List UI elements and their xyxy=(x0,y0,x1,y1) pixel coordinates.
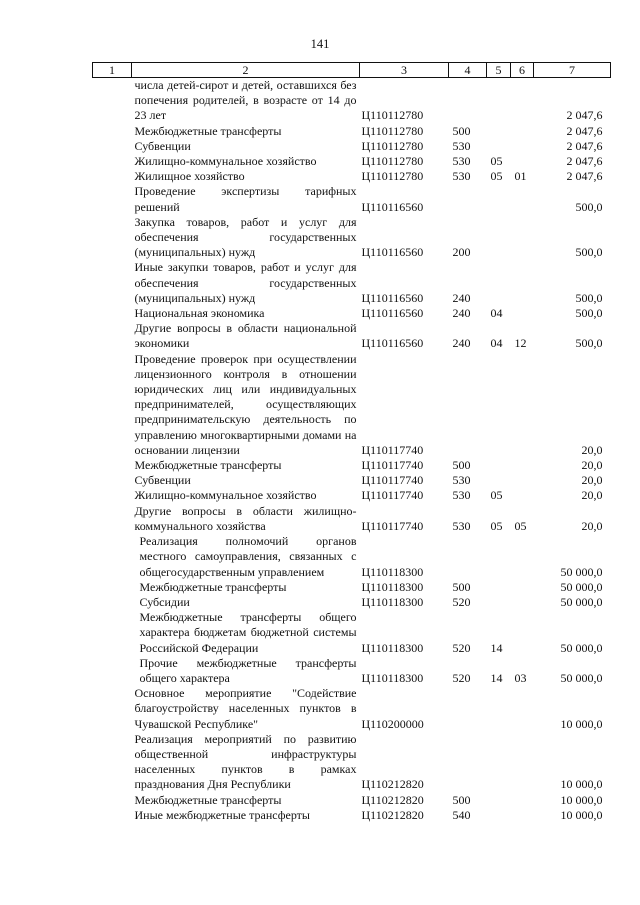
table-row xyxy=(93,154,611,169)
subsection-code xyxy=(511,580,534,595)
expense-type-code: 240 xyxy=(452,290,471,305)
subsection-code xyxy=(511,352,534,458)
amount: 2 047,6 xyxy=(566,138,603,153)
amount: 50 000,0 xyxy=(560,579,603,594)
item-name: Жилищное хозяйство xyxy=(134,169,245,184)
section-code xyxy=(487,732,511,793)
subsection-code xyxy=(511,793,534,808)
amount: 20,0 xyxy=(581,458,603,473)
amount: 50 000,0 xyxy=(560,594,603,609)
target-code: Ц110118300 xyxy=(361,670,424,685)
cell-col1 xyxy=(93,488,132,503)
target-code: Ц110116560 xyxy=(361,290,424,305)
amount: 50 000,0 xyxy=(560,670,603,685)
subsection-code xyxy=(511,534,534,580)
expense-type-code: 530 xyxy=(452,518,471,533)
table-row xyxy=(93,595,611,610)
target-code: Ц110118300 xyxy=(361,564,424,579)
amount: 10 000,0 xyxy=(560,807,603,822)
item-name: Другие вопросы в области национальной экономики xyxy=(134,321,357,351)
amount: 500,0 xyxy=(575,245,603,260)
expense-type-code: 240 xyxy=(452,336,471,351)
subsection-code xyxy=(511,808,534,823)
item-name: Межбюджетные трансферты xyxy=(139,579,287,594)
cell-col1 xyxy=(93,260,132,306)
expense-type-code: 500 xyxy=(452,458,471,473)
amount: 50 000,0 xyxy=(560,564,603,579)
item-name: Основное мероприятие "Содействие благоустройству населенных пунктов в Чувашской Республике" xyxy=(134,686,357,731)
section-code: 14 xyxy=(490,640,503,655)
section-code xyxy=(487,473,511,488)
section-code: 04 xyxy=(490,336,503,351)
item-name: Субвенции xyxy=(134,473,191,488)
subsection-code xyxy=(511,306,534,321)
target-code: Ц110116560 xyxy=(361,199,424,214)
expense-type-code: 530 xyxy=(452,473,471,488)
cell-col1 xyxy=(93,793,132,808)
section-code xyxy=(487,686,511,732)
expense-type-code: 540 xyxy=(452,807,471,822)
section-code xyxy=(487,808,511,823)
expense-type-code: 500 xyxy=(452,579,471,594)
cell-col1 xyxy=(93,124,132,139)
cell-col1 xyxy=(93,306,132,321)
target-code: Ц110117740 xyxy=(361,488,424,503)
table-row xyxy=(93,793,611,808)
target-code: Ц110117740 xyxy=(361,518,424,533)
table-row xyxy=(93,458,611,473)
target-code: Ц110116560 xyxy=(361,336,424,351)
cell-col1 xyxy=(93,458,132,473)
section-code xyxy=(487,534,511,580)
table-row xyxy=(93,732,611,793)
amount: 10 000,0 xyxy=(560,716,603,731)
item-name: Иные межбюджетные трансферты xyxy=(134,807,310,822)
column-header: 4 xyxy=(449,63,487,78)
table-row xyxy=(93,139,611,154)
section-code xyxy=(487,458,511,473)
cell-col1 xyxy=(93,504,132,534)
subsection-code: 05 xyxy=(514,518,527,533)
table-row xyxy=(93,610,611,656)
target-code: Ц110212820 xyxy=(361,777,424,792)
cell-col1 xyxy=(93,580,132,595)
expense-type-code: 500 xyxy=(452,792,471,807)
target-code: Ц110212820 xyxy=(361,792,424,807)
expense-type-code: 530 xyxy=(452,169,471,184)
target-code: Ц110116560 xyxy=(361,306,424,321)
item-name: Субвенции xyxy=(134,138,191,153)
subsection-code xyxy=(511,610,534,656)
amount: 500,0 xyxy=(575,336,603,351)
cell-col1 xyxy=(93,78,132,124)
expense-type-code xyxy=(449,534,487,580)
expense-type-code: 240 xyxy=(452,306,471,321)
target-code: Ц110212820 xyxy=(361,807,424,822)
item-name: Межбюджетные трансферты xyxy=(134,458,282,473)
table-row xyxy=(93,352,611,458)
item-name: Реализация полномочий органов местного самоуправления, связанных с общегосударственным управлением xyxy=(139,534,357,579)
subsection-code xyxy=(511,139,534,154)
subsection-code xyxy=(511,154,534,169)
item-name: Прочие межбюджетные трансферты общего характера xyxy=(139,655,357,685)
subsection-code: 03 xyxy=(514,670,527,685)
section-code xyxy=(487,184,511,214)
item-name: Реализация мероприятий по развитию общественной инфраструктуры населенных пунктов в рамках празднования Дня Республики xyxy=(134,731,357,792)
item-name: Жилищно-коммунальное хозяйство xyxy=(134,154,317,169)
column-header: 5 xyxy=(487,63,511,78)
section-code: 05 xyxy=(490,169,503,184)
target-code: Ц110112780 xyxy=(361,169,424,184)
amount: 500,0 xyxy=(575,306,603,321)
column-header: 6 xyxy=(511,63,534,78)
table-row xyxy=(93,580,611,595)
amount: 20,0 xyxy=(581,518,603,533)
cell-col1 xyxy=(93,808,132,823)
expense-type-code: 520 xyxy=(452,640,471,655)
target-code: Ц110112780 xyxy=(361,138,424,153)
cell-col1 xyxy=(93,534,132,580)
subsection-code xyxy=(511,78,534,124)
section-code: 05 xyxy=(490,518,503,533)
target-code: Ц110112780 xyxy=(361,154,424,169)
cell-col1 xyxy=(93,686,132,732)
amount: 20,0 xyxy=(581,473,603,488)
column-header: 3 xyxy=(360,63,449,78)
budget-table xyxy=(92,62,611,823)
cell-col1 xyxy=(93,473,132,488)
subsection-code xyxy=(511,260,534,306)
section-code xyxy=(487,595,511,610)
amount: 2 047,6 xyxy=(566,108,603,123)
table-row xyxy=(93,473,611,488)
cell-col1 xyxy=(93,352,132,458)
amount: 20,0 xyxy=(581,488,603,503)
subsection-code xyxy=(511,184,534,214)
subsection-code: 12 xyxy=(514,336,527,351)
section-code: 05 xyxy=(490,488,503,503)
cell-col1 xyxy=(93,656,132,686)
amount: 500,0 xyxy=(575,199,603,214)
cell-col1 xyxy=(93,595,132,610)
amount: 10 000,0 xyxy=(560,777,603,792)
section-code: 05 xyxy=(490,154,503,169)
column-header: 2 xyxy=(132,63,360,78)
table-header-row xyxy=(93,63,611,78)
table-row xyxy=(93,504,611,534)
item-name: Межбюджетные трансферты xyxy=(134,792,282,807)
subsection-code xyxy=(511,686,534,732)
item-name: Иные закупки товаров, работ и услуг для обеспечения государственных (муниципальных) нужд xyxy=(134,260,357,305)
target-code: Ц110116560 xyxy=(361,245,424,260)
item-name: Жилищно-коммунальное хозяйство xyxy=(134,488,317,503)
section-code xyxy=(487,352,511,458)
item-name: Субсидии xyxy=(139,594,190,609)
amount: 500,0 xyxy=(575,290,603,305)
section-code xyxy=(487,139,511,154)
item-name: Проведение проверок при осуществлении лицензионного контроля в отношении юридических лиц или индивидуальных предпринимателей, осуществляющих предпринимательскую деятельность по управлению многоквартирными домами на основании лицензии xyxy=(134,351,357,457)
section-code xyxy=(487,580,511,595)
section-code: 14 xyxy=(490,670,503,685)
amount: 50 000,0 xyxy=(560,640,603,655)
item-name: Национальная экономика xyxy=(134,306,265,321)
cell-col1 xyxy=(93,321,132,351)
subsection-code xyxy=(511,488,534,503)
subsection-code xyxy=(511,215,534,261)
table-row xyxy=(93,306,611,321)
expense-type-code: 200 xyxy=(452,245,471,260)
target-code: Ц110117740 xyxy=(361,458,424,473)
expense-type-code xyxy=(449,78,487,124)
expense-type-code: 520 xyxy=(452,670,471,685)
table-row xyxy=(93,656,611,686)
expense-type-code xyxy=(449,184,487,214)
table-row xyxy=(93,215,611,261)
target-code: Ц110112780 xyxy=(361,123,424,138)
table-row xyxy=(93,488,611,503)
item-name: Межбюджетные трансферты общего характера бюджетам бюджетной системы Российской Федерации xyxy=(139,610,357,655)
section-code xyxy=(487,215,511,261)
cell-col1 xyxy=(93,184,132,214)
subsection-code xyxy=(511,732,534,793)
section-code xyxy=(487,124,511,139)
section-code xyxy=(487,260,511,306)
expense-type-code xyxy=(449,686,487,732)
item-name: Межбюджетные трансферты xyxy=(134,123,282,138)
table-body xyxy=(93,78,611,823)
cell-col1 xyxy=(93,610,132,656)
table-row xyxy=(93,260,611,306)
table-row xyxy=(93,78,611,124)
target-code: Ц110118300 xyxy=(361,594,424,609)
table-row xyxy=(93,808,611,823)
expense-type-code: 500 xyxy=(452,123,471,138)
cell-col1 xyxy=(93,732,132,793)
section-code: 04 xyxy=(490,306,503,321)
amount: 2 047,6 xyxy=(566,123,603,138)
item-name: Закупка товаров, работ и услуг для обеспечения государственных (муниципальных) нужд xyxy=(134,214,357,260)
cell-col1 xyxy=(93,215,132,261)
target-code: Ц110118300 xyxy=(361,640,424,655)
table-row xyxy=(93,184,611,214)
column-header: 7 xyxy=(534,63,611,78)
item-name: Проведение экспертизы тарифных решений xyxy=(134,184,357,214)
column-header: 1 xyxy=(93,63,132,78)
expense-type-code xyxy=(449,352,487,458)
target-code: Ц110112780 xyxy=(361,108,424,123)
table-row xyxy=(93,686,611,732)
cell-col1 xyxy=(93,169,132,184)
target-code: Ц110118300 xyxy=(361,579,424,594)
amount: 20,0 xyxy=(581,442,603,457)
item-name: числа детей-сирот и детей, оставшихся без попечения родителей, в возрасте от 14 до 23 лет xyxy=(134,78,357,123)
subsection-code xyxy=(511,124,534,139)
amount: 2 047,6 xyxy=(566,169,603,184)
section-code xyxy=(487,78,511,124)
subsection-code xyxy=(511,458,534,473)
expense-type-code: 530 xyxy=(452,488,471,503)
target-code: Ц110117740 xyxy=(361,442,424,457)
item-name: Другие вопросы в области жилищно-коммунального хозяйства xyxy=(134,503,357,533)
amount: 2 047,6 xyxy=(566,154,603,169)
subsection-code: 01 xyxy=(514,169,527,184)
section-code xyxy=(487,793,511,808)
expense-type-code xyxy=(449,732,487,793)
amount: 10 000,0 xyxy=(560,792,603,807)
target-code: Ц110200000 xyxy=(361,716,424,731)
table-row xyxy=(93,124,611,139)
cell-col1 xyxy=(93,154,132,169)
table-row xyxy=(93,169,611,184)
expense-type-code: 530 xyxy=(452,138,471,153)
table-row xyxy=(93,321,611,351)
expense-type-code: 530 xyxy=(452,154,471,169)
page-number: 141 xyxy=(310,37,330,51)
target-code: Ц110117740 xyxy=(361,473,424,488)
expense-type-code: 520 xyxy=(452,594,471,609)
table-row xyxy=(93,534,611,580)
subsection-code xyxy=(511,595,534,610)
cell-col1 xyxy=(93,139,132,154)
subsection-code xyxy=(511,473,534,488)
